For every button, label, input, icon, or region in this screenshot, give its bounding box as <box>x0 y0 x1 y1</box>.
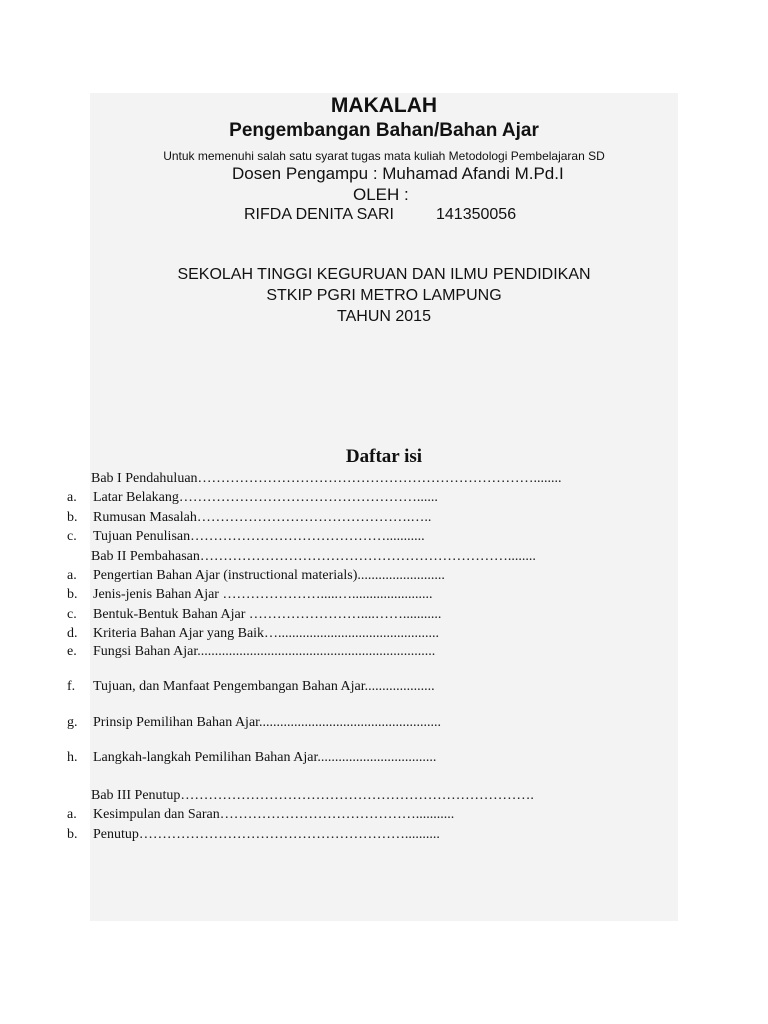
toc-item <box>0 715 768 733</box>
toc-item-text: Tujuan, dan Manfaat Pengembangan Bahan Ajar.................... <box>93 679 435 694</box>
student-name: RIFDA DENITA SARI <box>244 206 394 223</box>
toc-item <box>0 490 768 508</box>
toc-item-text: Jenis-jenis Bahan Ajar ………………….....…....................... <box>93 587 433 602</box>
student-id: 141350056 <box>436 206 517 223</box>
toc-chapter-text: Bab II Pembahasan…………………………………………………………........ <box>91 549 536 564</box>
toc-item-text: Fungsi Bahan Ajar.................................................................... <box>93 644 436 659</box>
toc-item <box>0 807 768 825</box>
toc-chapter-text: Bab I Pendahuluan………………………………………………………………........ <box>91 471 562 486</box>
toc-item-letter: h. <box>67 750 78 765</box>
document-subtitle: Pengembangan Bahan/Bahan Ajar <box>229 120 539 141</box>
lecturer-line: Dosen Pengampu : Muhamad Afandi M.Pd.I <box>232 164 564 183</box>
toc-item <box>0 644 768 662</box>
toc-item-text: Bentuk-Bentuk Bahan Ajar ……………………....……........... <box>93 607 442 622</box>
toc-chapter <box>0 549 768 567</box>
year-line: TAHUN 2015 <box>337 308 431 325</box>
school-name: SEKOLAH TINGGI KEGURUAN DAN ILMU PENDIDIKAN <box>177 266 591 283</box>
toc-chapter <box>0 471 768 489</box>
toc-item <box>0 510 768 528</box>
toc-item <box>0 607 768 625</box>
document-title: MAKALAH <box>330 94 438 117</box>
toc-item <box>0 626 768 644</box>
toc-item-letter: a. <box>67 568 77 583</box>
toc-item <box>0 827 768 845</box>
toc-item-letter: c. <box>67 529 77 544</box>
toc-item-letter: e. <box>67 644 77 659</box>
toc-item-letter: g. <box>67 715 78 730</box>
toc-item-text: Pengertian Bahan Ajar (instructional materials)......................... <box>93 568 445 583</box>
toc-item-text: Langkah-langkah Pemilihan Bahan Ajar.................................. <box>93 750 437 765</box>
toc-item-letter: f. <box>67 679 76 694</box>
toc-item-letter: a. <box>67 490 77 505</box>
toc-item-text: Latar Belakang……………………………………………...... <box>93 490 438 505</box>
toc-item-text: Rumusan Masalah……………………………………….….. <box>93 510 432 525</box>
toc-item-text: Penutup………………………………………………….......... <box>93 827 440 842</box>
toc-item-text: Kriteria Bahan Ajar yang Baik….............................................. <box>93 626 440 641</box>
campus-name: STKIP PGRI METRO LAMPUNG <box>266 287 502 304</box>
toc-item <box>0 529 768 547</box>
toc-item-letter: c. <box>67 607 77 622</box>
toc-item-letter: d. <box>67 626 78 641</box>
toc-item-text: Prinsip Pemilihan Bahan Ajar.................................................... <box>93 715 442 730</box>
toc-item <box>0 750 768 768</box>
purpose-text: Untuk memenuhi salah satu syarat tugas mata kuliah Metodologi Pembelajaran SD <box>163 149 605 163</box>
toc-chapter <box>0 788 768 806</box>
toc-item-letter: b. <box>67 827 78 842</box>
toc-item-letter: a. <box>67 807 77 822</box>
toc-item <box>0 587 768 605</box>
toc-item-letter: b. <box>67 587 78 602</box>
toc-item <box>0 679 768 697</box>
toc-item-text: Kesimpulan dan Saran……………………………………........... <box>93 807 455 822</box>
toc-item-text: Tujuan Penulisan……………………………………........... <box>93 529 425 544</box>
by-label: OLEH : <box>353 185 409 204</box>
toc-item <box>0 568 768 586</box>
toc-item-letter: b. <box>67 510 78 525</box>
toc-title: Daftar isi <box>345 446 423 467</box>
toc-chapter-text: Bab III Penutup…………………………………………………………………. <box>91 788 534 803</box>
